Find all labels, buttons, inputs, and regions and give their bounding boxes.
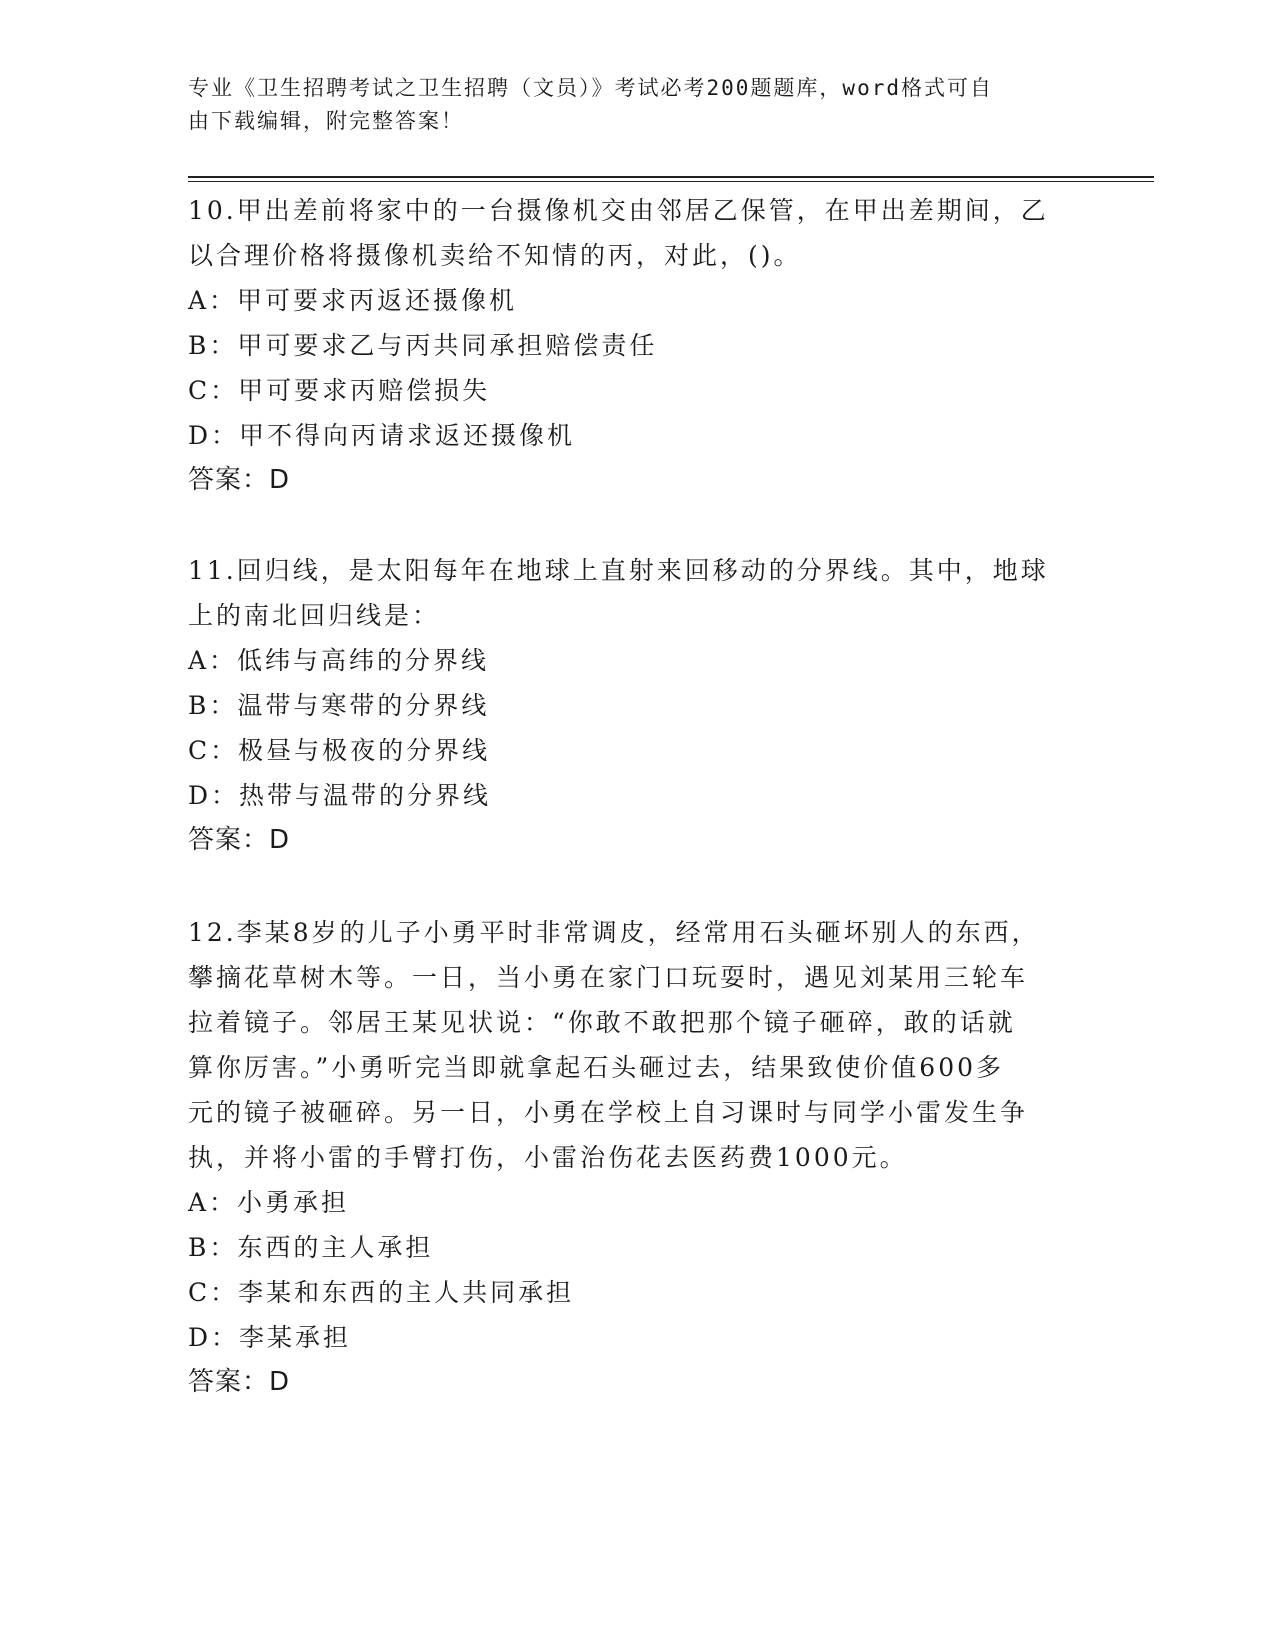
option-a: A：低纬与高纬的分界线 xyxy=(188,646,490,675)
question-12 xyxy=(188,910,1068,1405)
header-line-2: 由下载编辑，附完整答案！ xyxy=(188,109,464,133)
question-stem-line: 10.甲出差前将家中的一台摄像机交由邻居乙保管，在甲出差期间，乙 xyxy=(188,196,1049,225)
question-stem-line: 攀摘花草树木等。一日，当小勇在家门口玩耍时，遇见刘某用三轮车 xyxy=(188,963,1029,992)
option-a: A：小勇承担 xyxy=(188,1188,350,1217)
question-stem-line: 上的南北回归线是： xyxy=(188,601,441,630)
answer: 答案：D xyxy=(188,465,291,495)
option-c: C：李某和东西的主人共同承担 xyxy=(188,1278,575,1307)
option-a: A：甲可要求丙返还摄像机 xyxy=(188,286,518,315)
option-b: B：温带与寒带的分界线 xyxy=(188,691,490,720)
answer: 答案：D xyxy=(188,825,291,855)
question-11 xyxy=(188,548,1068,863)
option-b: B：甲可要求乙与丙共同承担赔偿责任 xyxy=(188,331,658,360)
question-stem-line: 算你厉害。”小勇听完当即就拿起石头砸过去，结果致使价值600多 xyxy=(188,1053,1005,1082)
question-stem-line: 执，并将小雷的手臂打伤，小雷治伤花去医药费1000元。 xyxy=(188,1143,908,1172)
header-line-1: 专业《卫生招聘考试之卫生招聘（文员）》考试必考200题题库，word格式可自 xyxy=(188,76,993,100)
question-stem-line: 12.李某8岁的儿子小勇平时非常调皮，经常用石头砸坏别人的东西， xyxy=(188,918,1040,947)
document-header xyxy=(188,72,1068,138)
option-d: D：甲不得向丙请求返还摄像机 xyxy=(188,421,576,450)
question-10 xyxy=(188,188,1068,503)
option-d: D：李某承担 xyxy=(188,1323,352,1352)
question-stem-line: 元的镜子被砸碎。另一日，小勇在学校上自习课时与同学小雷发生争 xyxy=(188,1098,1029,1127)
answer: 答案：D xyxy=(188,1367,291,1397)
option-c: C：极昼与极夜的分界线 xyxy=(188,736,491,765)
option-b: B：东西的主人承担 xyxy=(188,1233,434,1262)
option-d: D：热带与温带的分界线 xyxy=(188,781,492,810)
question-stem-line: 以合理价格将摄像机卖给不知情的丙，对此，()。 xyxy=(188,241,802,270)
header-divider-thin xyxy=(188,181,1154,182)
option-c: C：甲可要求丙赔偿损失 xyxy=(188,376,491,405)
question-stem-line: 11.回归线，是太阳每年在地球上直射来回移动的分界线。其中，地球 xyxy=(188,556,1049,585)
header-divider-thick xyxy=(188,176,1154,178)
question-stem-line: 拉着镜子。邻居王某见状说：“你敢不敢把那个镜子砸碎，敢的话就 xyxy=(188,1008,1016,1037)
